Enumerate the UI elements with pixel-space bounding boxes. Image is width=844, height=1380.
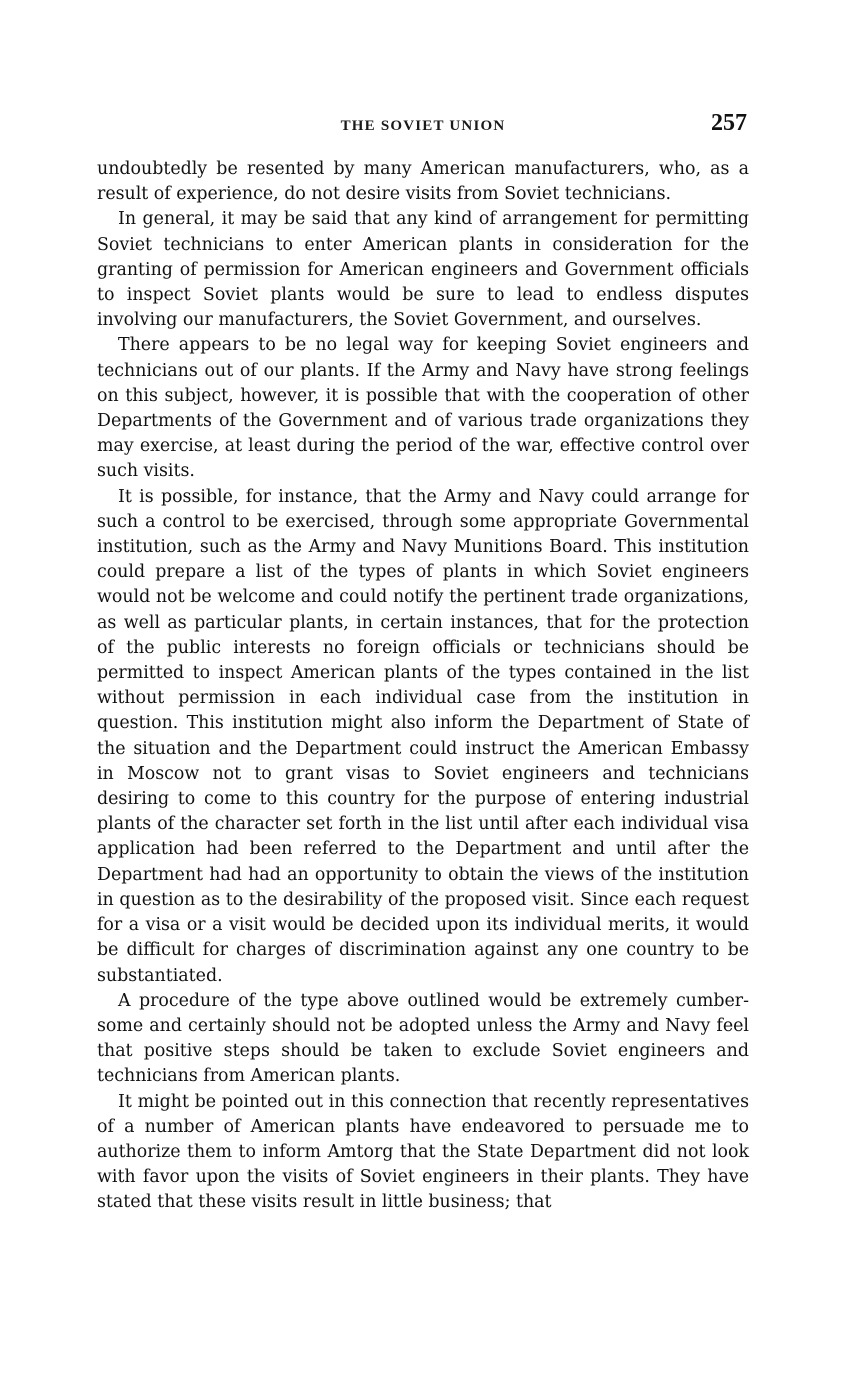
page-number: 257 xyxy=(711,110,747,136)
paragraph-no-legal-way: There appears to be no legal way for keeping Soviet engineers and technicians out of our plants. If the Army and Navy have strong feelings on this subject, however, it is possible that with the cooperation of other Departments of the Government and of various trade organizations they may exercise, at least during the period of the war, effective control over such visits. xyxy=(97,335,749,482)
paragraph-continuation: undoubtedly be resented by many American manufacturers, who, as a result of experience, do not desire visits from Soviet technicians. xyxy=(97,159,749,205)
paragraph-cumbersome-procedure: A procedure of the type above outlined would be extremely cumbersome and certainly should not be adopted unless the Army and Navy feel that positive steps should be taken to exclude Soviet engineers and technicians from American plants. xyxy=(97,990,749,1087)
body-text xyxy=(97,157,749,1216)
paragraph-arrangement-disputes: In general, it may be said that any kind of arrangement for permitting Soviet technicians to enter American plants in consideration for the granting of permission for American engineers and Government officials to inspect Soviet plants would be sure to lead to endless disputes involving our manufacturers, the Soviet Government, and ourselves. xyxy=(97,209,749,331)
running-header xyxy=(97,110,749,140)
running-title: THE SOVIET UNION xyxy=(340,118,506,134)
paragraph-munitions-board-control: It is possible, for instance, that the Army and Navy could arrange for such a control to be exercised, through some appropriate Governmental institution, such as the Army and Navy Munitions Board. This institution could prepare a list of the types of plants in which Soviet engineers would not be welcome and could notify the pertinent trade organizations, as well as particular plants, in certain instances, that for the protection of the public interests no foreign officials or technicians should be permitted to inspect American plants of the types contained in the list without permission in each individual case from the institution in question. This institution might also inform the Department of State of the situation and the Department could instruct the American Embassy in Moscow not to grant visas to Soviet engineers and technicians desiring to come to this country for the purpose of entering industrial plants of the character set forth in the list until after each individual visa application had been referred to the Department and until after the Department had had an opportunity to obtain the views of the institution in question as to the desirability of the proposed visit. Since each request for a visa or a visit would be decided upon its individual merits, it would be difficult for charges of discrimination against any one country to be substantiated. xyxy=(97,486,749,986)
paragraph-amtorg-connection: It might be pointed out in this connection that recently representatives of a number of American plants have endeavored to persuade me to authorize them to inform Amtorg that the State Department did not look with favor upon the visits of Soviet engineers in their plants. They have stated that these visits result in little business; that xyxy=(97,1091,749,1213)
